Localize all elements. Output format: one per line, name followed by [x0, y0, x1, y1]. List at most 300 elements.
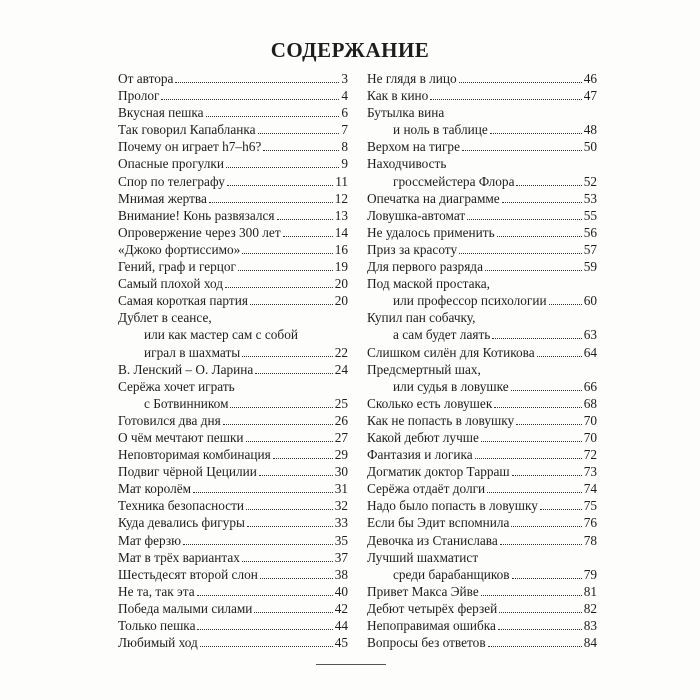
toc-entry-row: [118, 207, 348, 224]
toc-entry: [367, 241, 597, 258]
toc-entry-page: 47: [583, 88, 597, 104]
dot-leader: [246, 509, 333, 510]
dot-leader: [537, 356, 582, 357]
dot-leader: [250, 304, 333, 305]
dot-leader: [516, 185, 581, 186]
toc-entry-row: [367, 617, 597, 634]
toc-entry-title: Не глядя в лицо: [367, 71, 457, 86]
toc-entry-title: Шестьдесят второй слон: [118, 566, 258, 582]
toc-entry: [118, 446, 348, 463]
toc-entry-title: Серёжа хочет играть: [118, 378, 235, 394]
toc-entry: [118, 292, 348, 309]
toc-entry: [118, 412, 348, 429]
toc-entry-row: [118, 344, 348, 361]
dot-leader: [490, 133, 582, 134]
toc-column-right: [367, 70, 597, 651]
toc-entry-title: Внимание! Конь развязался: [118, 207, 275, 223]
toc-entry: [118, 617, 348, 634]
toc-entry-row: [367, 412, 597, 429]
toc-entry-page: 57: [583, 241, 597, 257]
toc-entry-page: 50: [583, 139, 597, 155]
toc-entry-page: 7: [341, 122, 348, 138]
toc-entry-row: [118, 155, 348, 172]
toc-entry-row: [118, 634, 348, 651]
toc-entry: [367, 70, 597, 87]
toc-entry-row: [367, 583, 597, 600]
toc-entry-page: 72: [583, 447, 597, 463]
toc-entry-title: «Джоко фортиссимо»: [118, 241, 241, 257]
toc-entry: [367, 549, 597, 583]
dot-leader: [161, 99, 339, 100]
toc-entry-title: Как не попасть в ловушку: [367, 412, 515, 428]
dot-leader: [259, 475, 333, 476]
toc-entry-row: [367, 207, 597, 224]
toc-entry: [367, 429, 597, 446]
dot-leader: [511, 526, 581, 527]
toc-entry-title: Победа малыми силами: [118, 600, 253, 616]
toc-entry-row: [118, 549, 348, 566]
toc-entry-title: Серёжа отдаёт долги: [367, 481, 486, 497]
toc-entry-page: 6: [341, 105, 348, 121]
toc-entry-page: 56: [583, 224, 597, 240]
toc-entry-page: 20: [334, 293, 348, 309]
toc-entry: [118, 224, 348, 241]
toc-entry-title: Только пешка: [118, 618, 196, 633]
toc-entry-page: 66: [583, 378, 597, 394]
toc-entry-page: 76: [583, 515, 597, 531]
dot-leader: [247, 526, 333, 527]
toc-entry: [118, 104, 348, 121]
dot-leader: [459, 253, 582, 254]
toc-entry: [118, 634, 348, 651]
toc-entry-title: Не та, так эта: [118, 583, 195, 599]
toc-entry-row: [367, 121, 597, 138]
toc-entry-page: 3: [341, 71, 348, 86]
toc-entry-row: [367, 600, 597, 617]
toc-entry-row: [367, 344, 597, 361]
toc-entry: [367, 87, 597, 104]
toc-entry-title: Находчивость: [367, 156, 447, 172]
toc-entry-row: [367, 429, 597, 446]
dot-leader: [254, 612, 332, 613]
toc-entry: [367, 634, 597, 651]
toc-entry-page: 12: [334, 190, 348, 206]
toc-entry: [118, 497, 348, 514]
dot-leader: [512, 578, 582, 579]
toc-entry-title: От автора: [118, 71, 174, 86]
toc-entry-title: Предсмертный шах,: [367, 361, 481, 377]
toc-entry-title: Спор по телеграфу: [118, 173, 225, 189]
toc-entry-row: [367, 190, 597, 207]
dot-leader: [209, 202, 333, 203]
toc-entry-row: [367, 634, 597, 651]
toc-entry: [367, 497, 597, 514]
toc-entry-row: [118, 566, 348, 583]
toc-entry-row: [118, 429, 348, 446]
toc-entry-page: 70: [583, 429, 597, 445]
toc-entry-page: 79: [583, 566, 597, 582]
toc-entry: [367, 583, 597, 600]
toc-entry-title-continued: или судья в ловушке: [393, 378, 509, 394]
toc-entry: [367, 224, 597, 241]
toc-entry-page: 29: [334, 447, 348, 463]
toc-entry-title: Мнимая жертва: [118, 190, 207, 206]
toc-entry-row: [367, 224, 597, 241]
toc-entry-page: 38: [334, 566, 348, 582]
toc-entry-row: [118, 275, 348, 292]
toc-entry: [367, 344, 597, 361]
dot-leader: [246, 441, 333, 442]
toc-entry-title-continued: или как мастер сам с собой: [144, 327, 298, 343]
toc-entry-row: [118, 87, 348, 104]
toc-entry-page: 25: [334, 395, 348, 411]
toc-entry: [118, 378, 348, 412]
toc-entry: [118, 173, 348, 190]
toc-entry: [367, 412, 597, 429]
toc-entry: [118, 138, 348, 155]
toc-entry-row: [118, 463, 348, 480]
toc-entry: [367, 480, 597, 497]
toc-entry-title: Техника безопасности: [118, 498, 245, 514]
dot-leader: [467, 219, 581, 220]
toc-entry-page: 13: [334, 207, 348, 223]
toc-entry-row: [118, 138, 348, 155]
dot-leader: [485, 270, 582, 271]
toc-entry: [118, 361, 348, 378]
toc-entry-page: 55: [583, 207, 597, 223]
dot-leader: [242, 356, 332, 357]
toc-entry-title: Дублет в сеансе,: [118, 310, 212, 326]
toc-entry-page: 22: [334, 344, 348, 360]
toc-entry-page: 68: [583, 395, 597, 411]
toc-entry-row: [367, 173, 597, 190]
dot-leader: [494, 407, 581, 408]
dot-leader: [206, 116, 340, 117]
toc-entry: [118, 121, 348, 138]
toc-entry-row: [118, 583, 348, 600]
dot-leader: [223, 424, 333, 425]
toc-entry-row: [367, 241, 597, 258]
toc-entry-row: [118, 532, 348, 549]
toc-entry: [118, 207, 348, 224]
toc-entry-title: Непоправимая ошибка: [367, 618, 496, 633]
toc-entry: [367, 514, 597, 531]
toc-entry-title: Верхом на тигре: [367, 139, 460, 155]
toc-entry: [118, 532, 348, 549]
dot-leader: [197, 629, 332, 630]
toc-entry-title: О чём мечтают пешки: [118, 429, 244, 445]
toc-entry-row: [118, 514, 348, 531]
dot-leader: [193, 492, 333, 493]
dot-leader: [175, 82, 339, 83]
toc-entry-title: Опечатка на диаграмме: [367, 190, 500, 206]
toc-column-left: [118, 70, 348, 651]
dot-leader: [226, 167, 339, 168]
toc-entry-page: 26: [334, 412, 348, 428]
toc-entry-title: Гений, граф и герцог: [118, 259, 237, 275]
toc-entry-page: 83: [583, 618, 597, 633]
dot-leader: [462, 150, 582, 151]
toc-entry-title-continued: или профессор психологии: [393, 293, 547, 309]
dot-leader: [512, 475, 582, 476]
toc-entry-page: 73: [583, 464, 597, 480]
toc-entry-title: Мат ферзю: [118, 532, 182, 548]
toc-entry-title: Вкусная пешка: [118, 105, 204, 121]
toc-entry-page: 70: [583, 412, 597, 428]
toc-entry-title: Для первого разряда: [367, 259, 483, 275]
toc-entry-row: [367, 514, 597, 531]
toc-entry-page: 75: [583, 498, 597, 514]
toc-entry-title: Какой дебют лучше: [367, 429, 479, 445]
toc-entry-row: [118, 241, 348, 258]
toc-entry: [118, 70, 348, 87]
dot-leader: [475, 458, 582, 459]
toc-entry: [118, 583, 348, 600]
dot-leader: [549, 304, 582, 305]
toc-entry-title: Готовился два дня: [118, 412, 221, 428]
dot-leader: [540, 509, 582, 510]
toc-entry-title: Купил пан собачку,: [367, 310, 476, 326]
dot-leader: [258, 133, 340, 134]
toc-entry: [367, 395, 597, 412]
toc-entry-title-continued: а сам будет лаять: [393, 327, 491, 343]
toc-entry-title: Пролог: [118, 88, 160, 104]
dot-leader: [511, 390, 582, 391]
dot-leader: [227, 185, 333, 186]
toc-entry-page: 42: [334, 600, 348, 616]
toc-entry-row: [118, 617, 348, 634]
page-title: СОДЕРЖАНИЕ: [270, 38, 430, 62]
toc-entry: [118, 463, 348, 480]
toc-entry: [367, 617, 597, 634]
toc-entry-row: [118, 497, 348, 514]
toc-entry-title: Надо было попасть в ловушку: [367, 498, 538, 514]
toc-entry-page: 8: [341, 139, 348, 155]
toc-entry-page: 53: [583, 190, 597, 206]
toc-entry-row: [118, 361, 348, 378]
toc-entry-title: Опасные прогулки: [118, 156, 224, 172]
toc-entry-title: Куда девались фигуры: [118, 515, 245, 531]
toc-entry-title-continued: гроссмейстера Флора: [393, 173, 515, 189]
toc-entry-row: [367, 138, 597, 155]
toc-entry-page: 82: [583, 600, 597, 616]
toc-entry-title: Мат королём: [118, 481, 192, 497]
toc-entry-title: Неповторимая комбинация: [118, 447, 271, 463]
toc-entry-page: 81: [583, 583, 597, 599]
toc-entry-row: [118, 224, 348, 241]
toc-entry: [118, 480, 348, 497]
dot-leader: [502, 202, 582, 203]
toc-entry: [118, 241, 348, 258]
toc-entry-row: [367, 463, 597, 480]
dot-leader: [255, 373, 332, 374]
dot-leader: [260, 578, 333, 579]
toc-entry-title: Самая короткая партия: [118, 293, 248, 309]
dot-leader: [238, 270, 333, 271]
toc-entry-page: 35: [334, 532, 348, 548]
toc-entry-title: Вопросы без ответов: [367, 635, 486, 651]
toc-entry-row: [118, 258, 348, 275]
toc-entry-row: [367, 70, 597, 87]
toc-entry-title: Не удалось применить: [367, 224, 495, 240]
toc-entry-page: 16: [334, 241, 348, 257]
toc-entry-page: 31: [334, 481, 348, 497]
dot-leader: [492, 338, 581, 339]
toc-entry-row: [367, 326, 597, 343]
toc-entry-page: 63: [583, 327, 597, 343]
dot-leader: [225, 287, 333, 288]
toc-entry-title: Опровержение через 300 лет: [118, 224, 281, 240]
dot-leader: [430, 99, 581, 100]
dot-leader: [242, 253, 332, 254]
toc-entry-title: Любимый ход: [118, 635, 198, 651]
toc-entry: [367, 309, 597, 343]
dot-leader: [200, 646, 333, 647]
toc-entry: [367, 258, 597, 275]
toc-entry-title: Слишком силён для Котикова: [367, 344, 535, 360]
toc-entry-page: 33: [334, 515, 348, 531]
dot-leader: [516, 424, 582, 425]
dot-leader: [273, 458, 333, 459]
toc-entry-title: Как в кино: [367, 88, 429, 104]
dot-leader: [197, 595, 333, 596]
toc-entry-title-continued: играл в шахматы: [144, 344, 241, 360]
toc-entry-row: [118, 121, 348, 138]
toc-entry-page: 19: [334, 259, 348, 275]
toc-entry-row: [118, 70, 348, 87]
toc-entry-page: 14: [334, 224, 348, 240]
toc-entry-row: [367, 497, 597, 514]
toc-entry-page: 37: [334, 549, 348, 565]
toc-entry-title: Бутылка вина: [367, 105, 445, 121]
toc-entry: [367, 463, 597, 480]
toc-entry-row: [367, 292, 597, 309]
toc-entry: [367, 207, 597, 224]
toc-entry-row: [367, 395, 597, 412]
dot-leader: [481, 595, 582, 596]
dot-leader: [497, 236, 582, 237]
toc-entry: [367, 104, 597, 138]
dot-leader: [263, 150, 339, 151]
toc-entry: [118, 514, 348, 531]
dot-leader: [499, 612, 581, 613]
dot-leader: [481, 441, 582, 442]
toc-entry-page: 20: [334, 276, 348, 292]
dot-leader: [498, 629, 582, 630]
toc-entry-row: [367, 532, 597, 549]
toc-entry-page: 45: [334, 635, 348, 651]
toc-entry-row: [367, 258, 597, 275]
toc-entry-title-continued: среди барабанщиков: [393, 566, 510, 582]
toc-entry-page: 30: [334, 464, 348, 480]
dot-leader: [459, 82, 582, 83]
toc-entry-title: Приз за красоту: [367, 241, 458, 257]
toc-entry-title-continued: с Ботвинником: [144, 395, 229, 411]
toc-entry-title: Дебют четырёх ферзей: [367, 600, 498, 616]
toc-entry-page: 48: [583, 122, 597, 138]
toc-entry-title: Ловушка-автомат: [367, 207, 466, 223]
toc-entry-title: Так говорил Капабланка: [118, 122, 256, 138]
dot-leader: [283, 236, 333, 237]
toc-entry-page: 44: [334, 618, 348, 633]
toc-entry: [367, 446, 597, 463]
toc-entry: [367, 600, 597, 617]
toc-entry-title: Под маской простака,: [367, 276, 490, 292]
toc-entry: [367, 361, 597, 395]
toc-entry-row: [118, 190, 348, 207]
dot-leader: [230, 407, 332, 408]
dot-leader: [488, 646, 582, 647]
toc-entry-page: 74: [583, 481, 597, 497]
toc-entry-title: Почему он играет h7–h6?: [118, 139, 262, 155]
toc-entry-page: 46: [583, 71, 597, 86]
toc-entry: [118, 566, 348, 583]
dot-leader: [277, 219, 333, 220]
toc-entry-row: [367, 378, 597, 395]
toc-entry: [118, 87, 348, 104]
toc-entry: [118, 275, 348, 292]
toc-entry-title: Самый плохой ход: [118, 276, 224, 292]
toc-entry: [367, 138, 597, 155]
toc-entry-page: 9: [341, 156, 348, 172]
toc-entry: [118, 549, 348, 566]
toc-entry: [367, 532, 597, 549]
toc-entry-title-continued: и ноль в таблице: [393, 122, 488, 138]
toc-entry-page: 11: [335, 173, 348, 189]
toc-entry-title: Мат в трёх вариантах: [118, 549, 240, 565]
bottom-rule: [316, 664, 386, 665]
toc-entry-row: [118, 600, 348, 617]
toc-entry-row: [118, 173, 348, 190]
toc-entry: [367, 155, 597, 189]
toc-entry-row: [118, 480, 348, 497]
toc-entry-title: В. Ленский – О. Ларина: [118, 361, 254, 377]
toc-entry-row: [367, 480, 597, 497]
toc-entry: [118, 190, 348, 207]
toc-entry-title: Фантазия и логика: [367, 447, 473, 463]
toc-entry-page: 24: [334, 361, 348, 377]
toc-entry-title: Подвиг чёрной Цецилии: [118, 464, 257, 480]
toc-entry-page: 60: [583, 293, 597, 309]
dot-leader: [500, 544, 582, 545]
toc-entry: [367, 275, 597, 309]
toc-entry-page: 84: [583, 635, 597, 651]
toc-entry-page: 40: [334, 583, 348, 599]
toc-entry-row: [367, 87, 597, 104]
toc-entry-row: [367, 446, 597, 463]
toc-entry-page: 27: [334, 429, 348, 445]
toc-entry: [118, 309, 348, 360]
toc-entry-row: [118, 104, 348, 121]
toc-entry-page: 52: [583, 173, 597, 189]
toc-entry-title: Если бы Эдит вспомнила: [367, 515, 510, 531]
toc-entry-row: [118, 395, 348, 412]
toc-entry-title: Догматик доктор Тарраш: [367, 464, 510, 480]
toc-entry-row: [118, 412, 348, 429]
toc-entry: [118, 155, 348, 172]
dot-leader: [183, 544, 333, 545]
toc-entry-page: 59: [583, 259, 597, 275]
toc-entry: [118, 600, 348, 617]
toc-entry-page: 4: [341, 88, 348, 104]
toc-entry-row: [118, 292, 348, 309]
toc-entry-page: 64: [583, 344, 597, 360]
toc-entry-page: 78: [583, 532, 597, 548]
toc-entry-page: 32: [334, 498, 348, 514]
toc-entry-title: Лучший шахматист: [367, 549, 479, 565]
toc-entry-title: Привет Макса Эйве: [367, 583, 479, 599]
dot-leader: [242, 561, 333, 562]
